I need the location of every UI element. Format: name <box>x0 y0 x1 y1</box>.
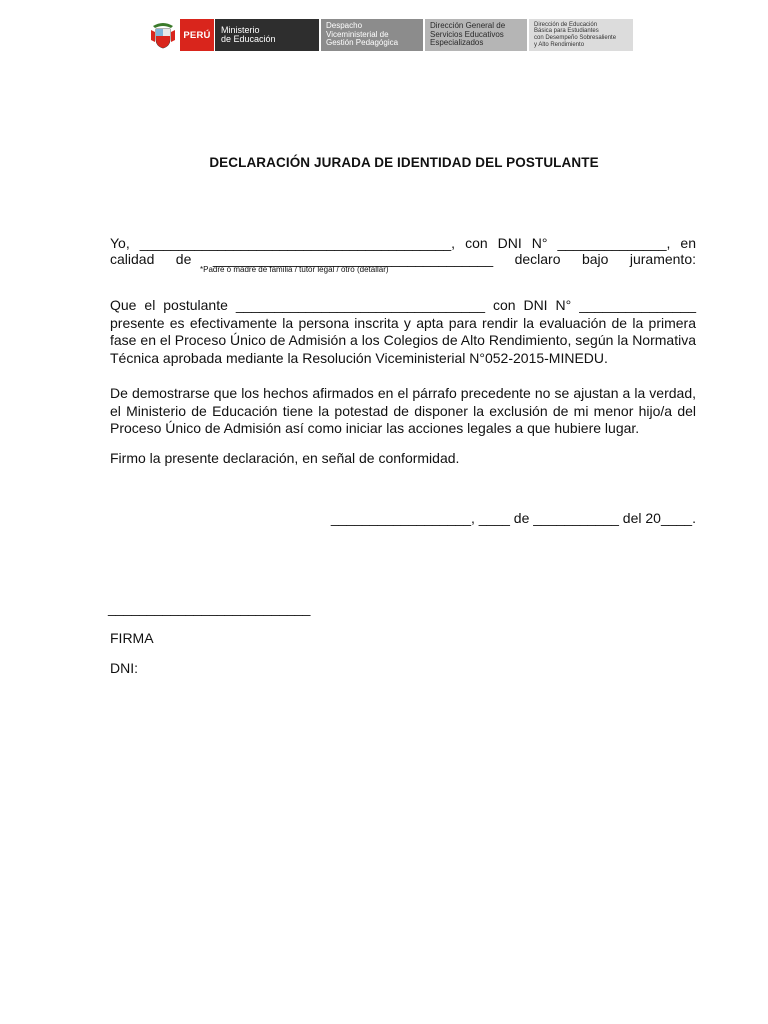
applicant-line-4: Técnica aprobada mediante la Resolución Viceministerial N°052-2015-MINEDU. <box>110 349 608 366</box>
despacho-label: Despacho Viceministerial de Gestión Pedagógica <box>321 19 423 51</box>
direccion-ebe-label: Dirección de Educación Básica para Estudiantes con Desempeño Sobresaliente y Alto Rendimiento <box>529 19 633 51</box>
header-banner <box>148 19 633 51</box>
consequence-paragraph <box>110 385 696 438</box>
applicant-line-2: presente es efectivamente la persona inscrita y apta para rendir la evaluación de la primera <box>110 314 696 331</box>
firma-label: FIRMA <box>110 630 154 646</box>
document-title: DECLARACIÓN JURADA DE IDENTIDAD DEL POSTULANTE <box>209 155 599 170</box>
direccion-general-label: Dirección General de Servicios Educativos Especializados <box>425 19 527 51</box>
consequence-line-1: De demostrarse que los hechos afirmados en el párrafo precedente no se ajustan a la verdad, <box>110 385 696 401</box>
conformity-paragraph <box>110 450 696 468</box>
relationship-note: *Padre o madre de familia / tutor legal / otro (detallar) <box>200 265 389 274</box>
dni-label: DNI: <box>110 660 138 676</box>
applicant-line-1: Que el postulante ________________________________ con DNI N° _______________ <box>110 297 696 313</box>
peru-label: PERÚ <box>180 19 214 51</box>
ministerio-label: Ministerio de Educación <box>215 19 319 51</box>
applicant-paragraph <box>110 297 696 367</box>
declarant-line: Yo, ________________________________________, con DNI N° ______________, en <box>110 235 696 251</box>
applicant-line-3: fase en el Proceso Único de Admisión a los Colegios de Alto Rendimiento, según la Normativa <box>110 332 696 349</box>
date-line: __________________, ____ de ___________ del 20____. <box>330 510 696 526</box>
conformity-line: Firmo la presente declaración, en señal de conformidad. <box>110 450 460 466</box>
relationship-line: calidad de ____________________________________ declaro bajo juramento: <box>110 251 696 267</box>
signature-line: __________________________ <box>108 600 311 616</box>
consequence-line-3: Proceso Único de Admisión así como iniciar las acciones legales a que hubiere lugar. <box>110 420 640 437</box>
consequence-line-2: el Ministerio de Educación tiene la potestad de disponer la exclusión de mi menor hijo/a del <box>110 402 696 419</box>
peru-coat-of-arms-icon <box>148 19 178 51</box>
